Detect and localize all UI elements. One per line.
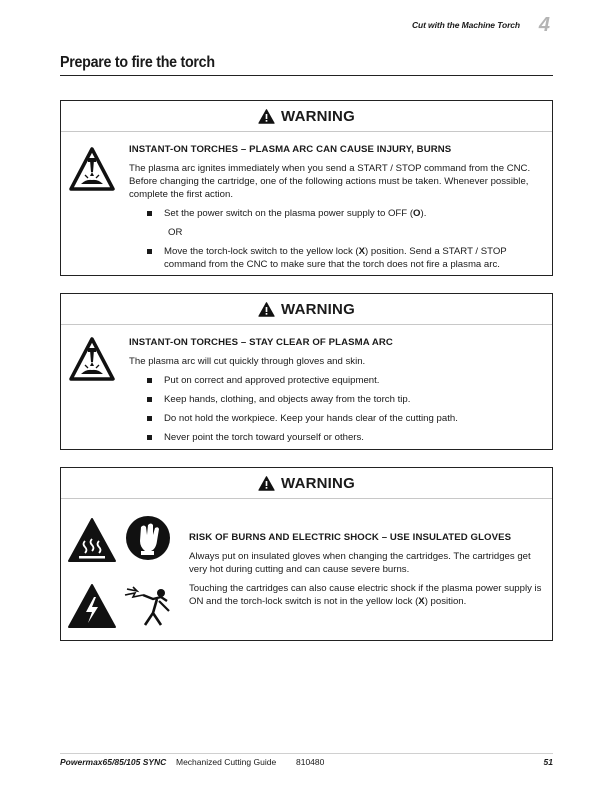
list-item: Do not hold the workpiece. Keep your hands clear of the cutting path. — [147, 412, 543, 425]
warning-header — [61, 294, 552, 325]
guide-name: Mechanized Cutting Guide — [176, 757, 277, 767]
title-divider — [60, 75, 553, 76]
warning-heading: WARNING — [281, 300, 355, 318]
footer-divider — [60, 753, 553, 754]
warning-triangle-icon — [258, 109, 275, 124]
page-number: 51 — [543, 757, 553, 767]
product-name: Powermax65/85/105 SYNC — [60, 757, 167, 767]
warning-paragraph: Touching the cartridges can also cause electric shock if the plasma power supply is ON and the torch-lock switch is not in the yellow lock (X) position. — [189, 583, 542, 607]
chapter-title: Cut with the Machine Torch — [411, 20, 520, 30]
warning-box-plasma-arc-injury — [60, 100, 553, 276]
warning-heading: WARNING — [281, 107, 355, 125]
footer — [60, 757, 553, 767]
warning-subtitle: INSTANT-ON TORCHES – PLASMA ARC CAN CAUSE INJURY, BURNS — [129, 144, 452, 155]
page-title: Prepare to fire the torch — [60, 54, 215, 71]
chapter-number: 4 — [538, 14, 550, 36]
or-separator: OR — [168, 227, 183, 238]
warning-box-insulated-gloves — [60, 467, 553, 641]
list-item: Move the torch-lock switch to the yellow lock (X) position. Send a START / STOP command from the CNC to make sure that the torch does not fire a plasma arc. — [147, 245, 543, 271]
plasma-arc-hazard-icon — [68, 146, 116, 192]
warning-paragraph: The plasma arc will cut quickly through gloves and skin. — [129, 356, 366, 367]
warning-heading: WARNING — [281, 474, 355, 492]
warning-paragraph: The plasma arc ignites immediately when you send a START / STOP command from the CNC. Before changing the cartridge, one of the following actions must be taken. Whenever possible, complete the first action. — [129, 163, 531, 200]
insulated-gloves-icon — [125, 515, 171, 561]
part-number: 810480 — [296, 757, 325, 767]
hot-surface-icon — [67, 517, 117, 563]
plasma-arc-hazard-icon — [68, 336, 116, 382]
warning-paragraph: Always put on insulated gloves when changing the cartridges. The cartridges get very hot during cutting and can cause severe burns. — [189, 551, 531, 575]
list-item: Put on correct and approved protective equipment. — [147, 374, 543, 387]
warning-header — [61, 468, 552, 499]
list-item: Set the power switch on the plasma power supply to OFF (O). — [147, 207, 543, 220]
list-item: Never point the torch toward yourself or others. — [147, 431, 543, 444]
warning-box-stay-clear — [60, 293, 553, 450]
electrocution-icon — [123, 585, 175, 629]
warning-triangle-icon — [258, 476, 275, 491]
list-item: Keep hands, clothing, and objects away from the torch tip. — [147, 393, 543, 406]
warning-subtitle: INSTANT-ON TORCHES – STAY CLEAR OF PLASMA ARC — [129, 337, 393, 348]
electric-shock-icon — [67, 583, 117, 629]
warning-triangle-icon — [258, 302, 275, 317]
warning-subtitle: RISK OF BURNS AND ELECTRIC SHOCK – USE INSULATED GLOVES — [189, 532, 512, 543]
warning-header — [61, 101, 552, 132]
